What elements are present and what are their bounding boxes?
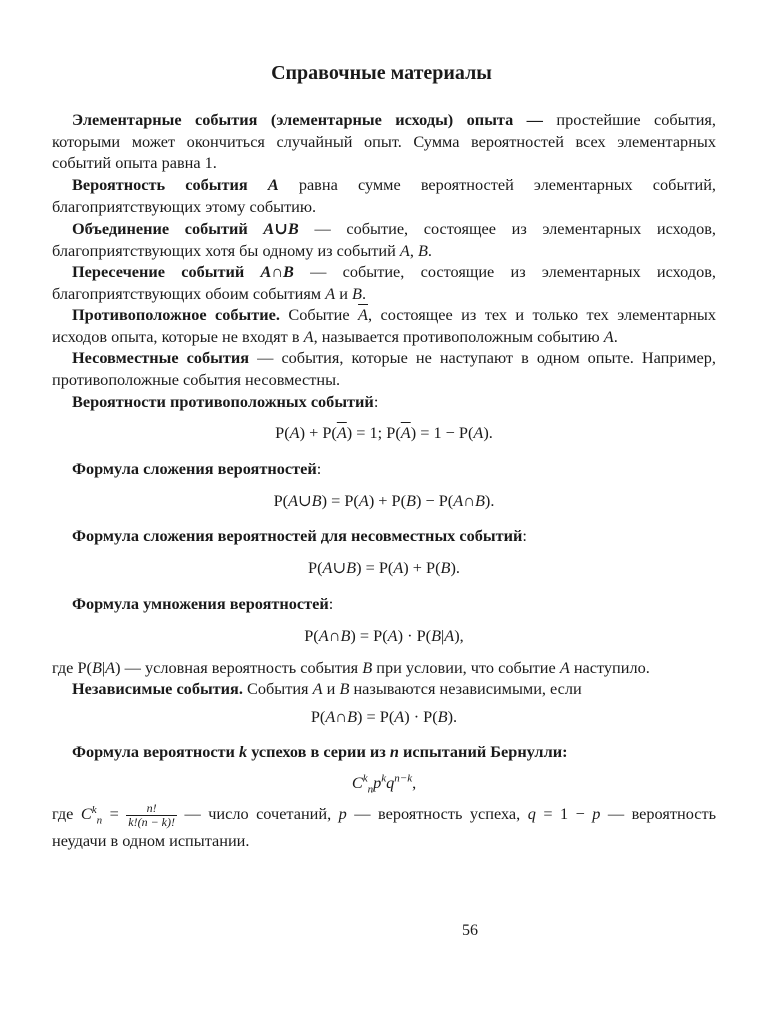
math-symbol: A xyxy=(303,326,314,346)
bold-term: Пересечение событий xyxy=(72,262,261,281)
math-symbol: p xyxy=(338,804,347,824)
bold-term: Формула вероятности xyxy=(72,742,240,761)
math-symbol: A xyxy=(559,658,570,677)
paragraph-independent xyxy=(52,678,716,700)
text: ) · P( xyxy=(397,626,432,645)
math-symbol: A xyxy=(312,679,323,698)
math-symbol: n xyxy=(96,814,103,827)
text: ) — условная вероятность события xyxy=(115,658,363,677)
text: ). xyxy=(447,707,458,726)
math-symbol: $\overline{A}$ xyxy=(358,305,368,324)
paragraph-mutually-exclusive xyxy=(52,347,716,390)
math-symbol: k xyxy=(362,772,368,785)
text: — число сочетаний, xyxy=(176,804,339,824)
text: , xyxy=(412,773,417,792)
page-number: 56 xyxy=(462,922,478,939)
text: где xyxy=(52,804,81,824)
math-symbol: A xyxy=(105,658,116,677)
math-symbol: B xyxy=(431,626,442,645)
math-symbol: A xyxy=(325,283,336,303)
text: ) + P( xyxy=(403,558,441,577)
heading-complement-probabilities xyxy=(52,391,716,413)
text: — событие, состоящие из элементарных исходов, благоприятствующих обоим событиям xyxy=(52,262,716,303)
bold-term: испытаний Бернулли: xyxy=(398,742,568,761)
math-symbol: B xyxy=(417,240,428,260)
math-symbol: A xyxy=(289,423,300,442)
math-symbol: A xyxy=(393,558,404,577)
text: , xyxy=(409,240,418,260)
math-symbol: n−k xyxy=(394,772,413,785)
math-symbol: $\overline{A}$ xyxy=(336,423,347,442)
bold-term: Формула умножения вероятностей xyxy=(72,594,329,613)
math-symbol: B xyxy=(440,558,451,577)
formula-addition xyxy=(52,490,716,512)
text: События xyxy=(242,679,313,698)
text: где P( xyxy=(52,658,92,677)
text: ) = 1 − P( xyxy=(410,423,474,442)
text: ) = P( xyxy=(321,491,359,510)
math-symbol: B xyxy=(340,626,351,645)
bold-term: Несовместные события xyxy=(72,348,250,367)
text: . xyxy=(613,326,618,346)
bold-term: n xyxy=(389,742,399,761)
text: = 1 − xyxy=(535,804,593,824)
math-symbol: B xyxy=(352,283,362,303)
math-symbol: A xyxy=(453,491,464,510)
math-symbol: B xyxy=(346,558,357,577)
math-symbol: n xyxy=(367,783,374,796)
bold-term: Элементарные события (элементарные исходы) опыта — xyxy=(72,110,543,129)
math-symbol: A xyxy=(387,626,398,645)
text: ). xyxy=(484,491,495,510)
math-symbol: B xyxy=(437,707,448,726)
math-symbol: p xyxy=(373,773,382,792)
text: , состоящее из тех и только тех элементарных исходов опыта, которые не входят в xyxy=(52,305,717,346)
formula-complement xyxy=(52,422,716,444)
text: при условии, что событие xyxy=(372,658,560,677)
text: простейшие события, которыми может окончиться случайный опыт. Сумма вероятностей всех элементарных событий опыта равна 1. xyxy=(52,110,716,172)
math-symbol: p xyxy=(592,804,601,824)
formula-addition-exclusive xyxy=(52,557,716,579)
text: ) = P( xyxy=(356,558,394,577)
text: | xyxy=(441,626,445,645)
text: . xyxy=(427,240,432,260)
math-symbol: B xyxy=(347,707,358,726)
math-symbol: B xyxy=(362,658,373,677)
math-symbol: q xyxy=(386,773,395,792)
bold-term: Формула сложения вероятностей xyxy=(72,459,317,478)
formula-multiplication xyxy=(52,625,716,647)
math-symbol: C xyxy=(351,773,363,792)
text: наступило. xyxy=(569,658,650,677)
bold-term: A xyxy=(267,175,279,194)
bold-term: Вероятность события xyxy=(72,175,268,194)
text: ∪ xyxy=(332,558,347,577)
text: P( xyxy=(308,558,323,577)
math-symbol: k xyxy=(91,803,97,816)
text: Событие xyxy=(279,305,359,324)
bold-term: Формула сложения вероятностей для несовместных событий xyxy=(72,526,523,545)
text: ∩ xyxy=(335,707,348,726)
text: : xyxy=(316,459,322,478)
paragraph-event-probability xyxy=(52,174,716,217)
text: . xyxy=(361,283,367,303)
heading-addition-formula xyxy=(52,458,716,480)
bold-term: Независимые события. xyxy=(72,679,243,698)
text: ) − P( xyxy=(416,491,454,510)
math-symbol: B xyxy=(406,491,416,510)
text: ) = P( xyxy=(357,707,395,726)
text: — вероятность успеха, xyxy=(346,804,528,824)
text: P( xyxy=(304,626,319,645)
text: ) + P( xyxy=(299,423,337,442)
text: и xyxy=(335,283,352,303)
math-symbol: A xyxy=(399,240,410,260)
math-symbol: A xyxy=(358,491,369,510)
text: и xyxy=(322,679,340,698)
text: = xyxy=(102,804,127,824)
text: — вероятность неудачи в одном испытании. xyxy=(52,804,717,850)
math-symbol: A xyxy=(318,626,329,645)
math-symbol: B xyxy=(91,658,102,677)
text: : xyxy=(522,526,527,545)
math-symbol: A xyxy=(473,423,484,442)
text: : xyxy=(328,594,334,613)
formula-independent xyxy=(52,706,716,728)
text: ) = P( xyxy=(350,626,388,645)
paragraph-union xyxy=(52,218,716,261)
bold-term: успехов в серии из xyxy=(247,742,390,761)
math-symbol: B xyxy=(474,491,485,510)
formula-bernoulli xyxy=(52,772,716,794)
math-symbol: A xyxy=(394,707,405,726)
paragraph-elementary-events xyxy=(52,109,716,174)
text: ). xyxy=(483,423,493,442)
math-symbol: k xyxy=(381,772,387,785)
page-title: Справочные материалы xyxy=(271,62,492,84)
bold-term: Противоположное событие. xyxy=(72,305,280,324)
bold-term: Вероятности противоположных событий xyxy=(72,392,374,411)
text: P( xyxy=(273,491,289,510)
text: ) · P( xyxy=(404,707,438,726)
text: P( xyxy=(275,423,290,442)
bold-term: A∪B xyxy=(263,219,299,238)
text: ) + P( xyxy=(368,491,407,510)
math-symbol: A xyxy=(322,558,333,577)
text: ∩ xyxy=(328,626,341,645)
math-symbol: A xyxy=(444,626,455,645)
text: P( xyxy=(310,707,326,726)
bold-term: k xyxy=(239,742,248,761)
fraction-numerator: n! xyxy=(126,802,177,816)
math-symbol: A xyxy=(325,707,336,726)
paragraph-intersection xyxy=(52,261,716,304)
fraction xyxy=(126,802,177,829)
text: — событие, состоящее из элементарных исходов, благоприятствующих хотя бы одному из событий xyxy=(52,219,716,260)
math-symbol: $\overline{A}$ xyxy=(400,423,411,442)
math-symbol: B xyxy=(311,491,322,510)
paragraph-conditional xyxy=(52,657,716,679)
math-symbol: q xyxy=(527,804,536,824)
text: ). xyxy=(450,558,460,577)
text: равна сумме вероятностей элементарных событий, благоприятствующих этому событию. xyxy=(52,175,716,216)
math-symbol: A xyxy=(603,326,614,346)
bold-term: A∩B xyxy=(260,262,294,281)
text: ∪ xyxy=(298,491,312,510)
math-symbol: B xyxy=(339,679,350,698)
paragraph-combinations xyxy=(52,802,716,853)
text: | xyxy=(101,658,106,677)
bold-term: Объединение событий xyxy=(72,219,264,238)
heading-bernoulli xyxy=(52,741,716,763)
heading-addition-exclusive xyxy=(52,525,716,547)
text: ∩ xyxy=(463,491,475,510)
text: ) = 1; P( xyxy=(346,423,401,442)
heading-multiplication-formula xyxy=(52,593,716,615)
text: называются независимыми, если xyxy=(349,679,582,698)
text: , называется противоположным событию xyxy=(313,326,604,346)
text: ), xyxy=(454,626,464,645)
math-symbol: C xyxy=(80,804,92,824)
paragraph-complement xyxy=(52,304,716,347)
fraction-denominator: k!(n − k)! xyxy=(128,815,175,829)
text: : xyxy=(373,392,379,411)
math-symbol: A xyxy=(288,491,299,510)
text: — события, которые не наступают в одном опыте. Например, противоположные события несовместны. xyxy=(52,348,716,389)
